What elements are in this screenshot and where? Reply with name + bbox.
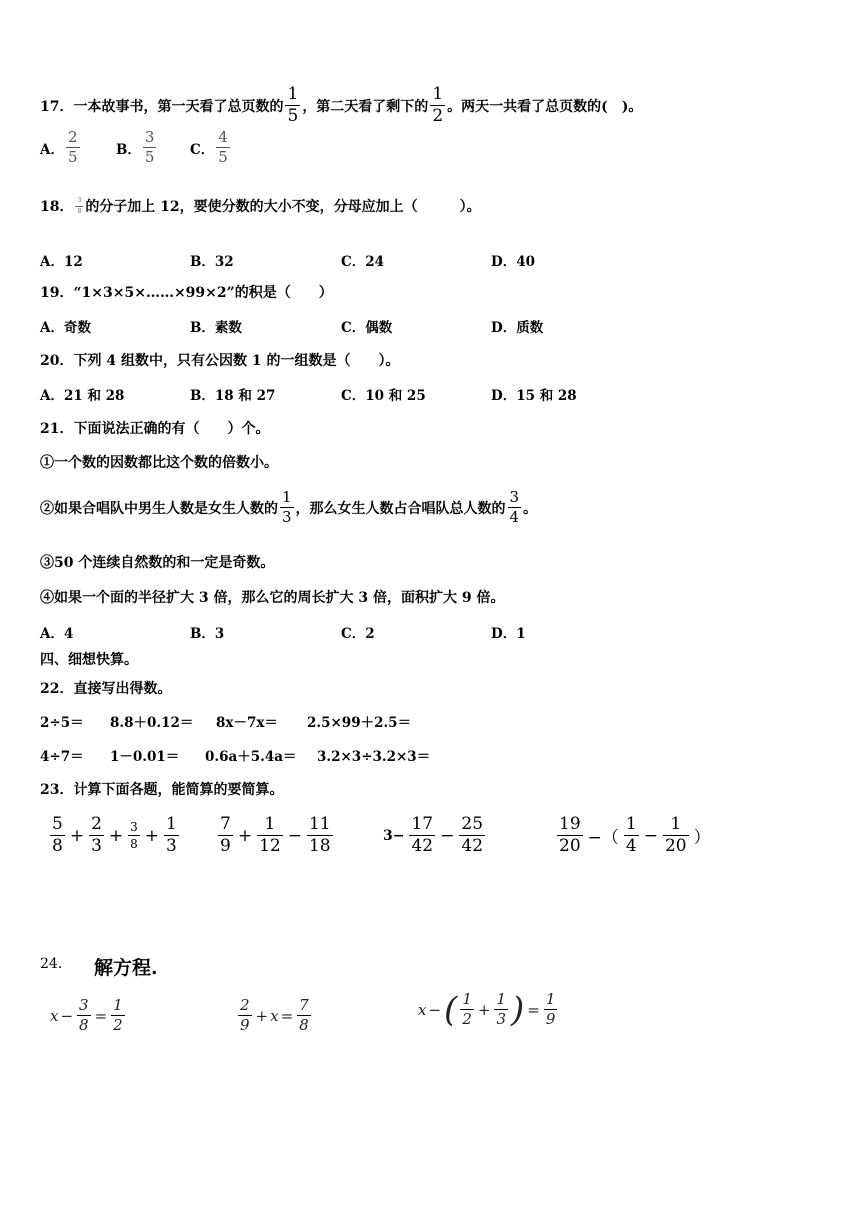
question-18 (40, 196, 481, 216)
question-text: 直接写出得数。 (73, 681, 172, 697)
calc-item: 0.6a＋5.4a＝ (205, 749, 297, 765)
fraction: $\frac{3}{8}$ (130, 820, 138, 851)
fraction: $\frac{1}{3}$ (282, 488, 292, 526)
question-number: 22． (40, 681, 74, 697)
operator: + (237, 825, 253, 846)
fraction: $\frac{1}{2}$ (113, 996, 123, 1034)
question-number: 18． (40, 199, 74, 215)
operator: + (69, 825, 85, 846)
option-b: B．18 和 27 (190, 388, 276, 404)
fraction: $\frac{3}{8}$ (77, 196, 82, 215)
calc-item: 8x－7x＝ (216, 715, 278, 731)
option-a: A．4 (40, 626, 74, 642)
fraction: $\frac{3}{4}$ (509, 488, 520, 526)
question-number: 17． (40, 98, 74, 115)
option-c: C．24 (341, 254, 385, 270)
question-text: 下列 4 组数中，只有公因数 1 的一组数是（ ）。 (73, 353, 400, 369)
question-text: 的分子加上 12，要使分数的大小不变，分母应加上（ ）。 (85, 199, 481, 215)
calc-item: 3.2×3÷3.2×3＝ (317, 749, 431, 765)
option-a: A． $\frac{2}{5}$ (40, 128, 78, 166)
calc-item: 1－0.01＝ (110, 749, 180, 765)
fraction: $\frac{1}{5}$ (287, 84, 299, 126)
operator: −（ (587, 828, 619, 848)
fraction: $\frac{1}{12}$ (259, 814, 281, 856)
option-a: A．12 (40, 254, 83, 270)
equation-1: x − $\frac{3}{8}$ = $\frac{1}{2}$ (50, 996, 123, 1034)
question-text: ，第二天看了剩下的 (302, 98, 429, 115)
expression-4 (555, 816, 714, 855)
fraction: $\frac{19}{20}$ (559, 814, 581, 856)
question-number: 21． (40, 421, 74, 437)
option-b: B．3 (190, 626, 225, 642)
statement-1: ①一个数的因数都比这个数的倍数小。 (40, 455, 278, 471)
calc-item: 4÷7＝ (40, 749, 84, 765)
fraction: $\frac{5}{8}$ (52, 814, 63, 856)
statement-4: ④如果一个面的半径扩大 3 倍，那么它的周长扩大 3 倍，面积扩大 9 倍。 (40, 590, 505, 606)
fraction: $\frac{4}{5}$ (218, 128, 228, 166)
option-c: C．2 (341, 626, 375, 642)
fraction: $\frac{3}{5}$ (144, 128, 155, 166)
option-c: C． $\frac{4}{5}$ (190, 128, 228, 166)
option-a: A．奇数 (40, 320, 91, 336)
statement-3: ③50 个连续自然数的和一定是奇数。 (40, 555, 275, 571)
question-number: 23． (40, 782, 74, 798)
fraction: $\frac{2}{5}$ (67, 128, 78, 166)
question-number: 19． (40, 285, 74, 301)
fraction: $\frac{1}{3}$ (166, 814, 177, 856)
equation-3: x − ( $\frac{1}{2}$ + $\frac{1}{3}$ ) = $\frac{1}{9}$ (418, 989, 556, 1030)
question-text: “1×3×5×……×99×2”的积是（ ） (73, 285, 333, 301)
question-20 (40, 350, 399, 370)
option-d: D．1 (491, 626, 526, 642)
question-17 (40, 86, 642, 125)
question-number: 24. (40, 956, 63, 972)
operator: 3− (383, 827, 405, 844)
calc-item: 8.8＋0.12＝ (110, 715, 194, 731)
fraction: $\frac{2}{9}$ (240, 996, 250, 1034)
operator: − (643, 825, 658, 846)
fraction: $\frac{11}{18}$ (308, 814, 331, 856)
option-a: A．21 和 28 (40, 388, 125, 404)
fraction: $\frac{1}{2}$ (432, 84, 444, 126)
question-text: 下面说法正确的有（ ）个。 (73, 421, 270, 437)
fraction: $\frac{1}{4}$ (625, 814, 637, 856)
calc-item: 2÷5＝ (40, 715, 84, 731)
fraction: $\frac{1}{9}$ (545, 990, 556, 1028)
equation-2: $\frac{2}{9}$ + x = $\frac{7}{8}$ (240, 996, 309, 1034)
question-text: 。两天一共看了总页数的( )。 (447, 98, 643, 115)
operator: − (287, 825, 302, 846)
operator: − (440, 825, 455, 846)
option-b: B．素数 (190, 320, 242, 336)
operator: + (108, 825, 124, 846)
expression-3 (380, 816, 487, 855)
question-22 (40, 678, 171, 698)
fraction: $\frac{7}{9}$ (220, 814, 231, 856)
fraction: $\frac{7}{8}$ (299, 996, 309, 1034)
option-c: C．10 和 25 (341, 388, 426, 404)
question-21 (40, 418, 269, 438)
question-title: 解方程. (94, 957, 158, 979)
fraction: $\frac{1}{20}$ (664, 814, 687, 856)
fraction: $\frac{25}{42}$ (461, 814, 484, 856)
calc-item: 2.5×99＋2.5＝ (307, 715, 412, 731)
fraction: $\frac{3}{8}$ (79, 996, 89, 1034)
expression-2 (216, 816, 335, 855)
fraction: $\frac{1}{2}$ (462, 990, 472, 1028)
question-text: 计算下面各题，能简算的要简算。 (73, 782, 284, 798)
option-b: B．32 (190, 254, 234, 270)
option-c: C．偶数 (341, 320, 393, 336)
question-23 (40, 779, 283, 799)
operator: ） (693, 828, 711, 848)
question-19 (40, 282, 333, 302)
question-text: 一本故事书，第一天看了总页数的 (73, 98, 284, 115)
fraction: $\frac{2}{3}$ (91, 814, 102, 856)
option-d: D．40 (491, 254, 535, 270)
operator: + (144, 825, 160, 846)
fraction: $\frac{1}{3}$ (496, 990, 506, 1028)
statement-2: ②如果合唱队中男生人数是女生人数的 $\frac{1}{3}$ ，那么女生人数占合唱队总人数的 $\frac{3}{4}$ 。 (40, 488, 538, 526)
option-d: D．质数 (491, 320, 544, 336)
fraction: $\frac{17}{42}$ (411, 814, 434, 856)
question-number: 20． (40, 353, 74, 369)
expression-1 (48, 816, 181, 855)
option-d: D．15 和 28 (491, 388, 577, 404)
section-heading: 四、细想快算。 (40, 652, 138, 668)
option-b: B． $\frac{3}{5}$ (116, 128, 155, 166)
